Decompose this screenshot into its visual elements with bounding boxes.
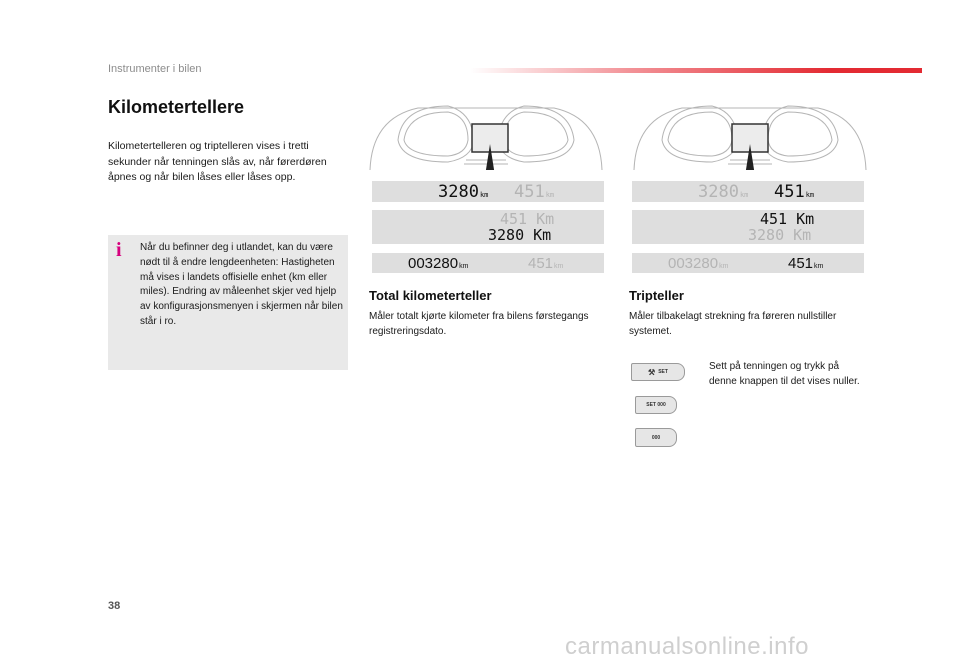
odometer-value: 3280	[488, 226, 525, 244]
trip-value: 451	[774, 182, 805, 202]
odometer-value-padded: 003280	[408, 255, 459, 272]
odometer-value-padded: 003280	[668, 255, 719, 272]
odometer-unit: Km	[533, 226, 552, 244]
trip-value: 451	[514, 182, 545, 202]
trip-unit: km	[554, 263, 564, 270]
total-odometer-text: Måler totalt kjørte kilometer fra bilens førstegangs registreringsdato.	[369, 311, 589, 337]
display-odometer-strip-2	[372, 210, 604, 244]
odometer-unit: km	[719, 263, 729, 270]
reset-button-illustration: 000	[635, 428, 677, 447]
odometer-value: 3280	[698, 182, 739, 202]
wrench-icon: ⚒	[648, 367, 656, 377]
trip-reset-instruction: Sett på tenningen og trykk på denne knappen til det vises nuller.	[709, 361, 860, 387]
header-accent-bar	[470, 68, 922, 73]
set-reset-button-illustration: SET 000	[635, 396, 677, 414]
display-trip-strip-2	[632, 210, 864, 244]
trip-unit: km	[805, 191, 815, 199]
total-odometer-title: Total kilometerteller	[369, 288, 492, 303]
odometer-unit: km	[739, 191, 749, 199]
trip-value: 451	[788, 255, 814, 272]
display-odometer-strip-1	[372, 181, 604, 202]
trip-unit: Km	[536, 210, 555, 228]
info-note-text: Når du befinner deg i utlandet, kan du være nødt til å endre lengdeenheten: Hastigheten må vises i landets offisielle enhet (km eller miles). Endring av måleenhet skjer ved hjelp av konfigurasjonsmenyen i skjermen når bilen står i ro.	[140, 242, 343, 327]
odometer-unit: Km	[793, 226, 812, 244]
instrument-cluster-illustration-trip	[632, 100, 868, 170]
trip-value: 451	[500, 210, 528, 228]
display-odometer-strip-3	[372, 253, 604, 273]
odometer-unit: km	[459, 263, 469, 270]
trip-value: 451	[528, 255, 554, 272]
trip-meter-text: Måler tilbakelagt strekning fra føreren nullstiller systemet.	[629, 311, 837, 337]
odometer-unit: km	[479, 191, 489, 199]
instrument-cluster-illustration	[368, 100, 604, 170]
page-header-title: Instrumenter i bilen	[108, 63, 202, 75]
odometer-value: 3280	[748, 226, 785, 244]
trip-meter-title: Tripteller	[629, 288, 684, 303]
watermark: carmanualsonline.info	[565, 633, 809, 660]
display-trip-strip-3	[632, 253, 864, 273]
display-trip-strip-1	[632, 181, 864, 202]
section-title: Kilometertellere	[108, 97, 245, 117]
intro-paragraph: Kilometertelleren og triptelleren vises i tretti sekunder når tenningen slås av, når førerdøren åpnes og når bilen låses eller låses opp.	[108, 140, 327, 183]
set-button-illustration: ⚒ SET	[631, 363, 685, 381]
info-icon: i	[116, 239, 122, 261]
page-number: 38	[108, 600, 121, 612]
odometer-value: 3280	[438, 182, 479, 202]
trip-value: 451	[760, 210, 788, 228]
trip-unit: km	[814, 263, 824, 270]
trip-unit: Km	[796, 210, 815, 228]
trip-unit: km	[545, 191, 555, 199]
